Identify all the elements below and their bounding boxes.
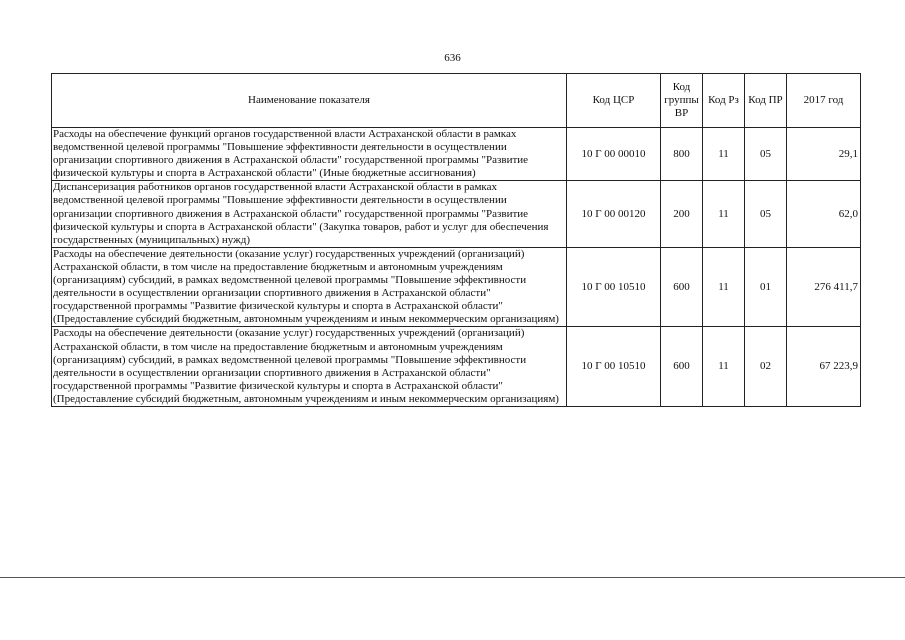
row-rz: 11 <box>703 247 745 327</box>
header-pr: Код ПР <box>745 74 787 128</box>
row-vr: 800 <box>661 128 703 181</box>
row-csr: 10 Г 00 10510 <box>567 247 661 327</box>
row-rz: 11 <box>703 181 745 247</box>
table-header-row <box>52 74 861 128</box>
row-name: Расходы на обеспечение функций органов государственной власти Астраханской области в рамках ведомственной целевой программы "Повышение эффективности деятельности в осуществлении организации спортивного движения в Астраханской области" государственной программы "Развитие физической культуры и спорта в Астраханской области" (Иные бюджетные ассигнования) <box>52 128 567 181</box>
table-row <box>52 128 861 181</box>
page-number: 636 <box>444 52 461 64</box>
row-pr: 02 <box>745 327 787 407</box>
row-vr: 600 <box>661 327 703 407</box>
row-pr: 05 <box>745 128 787 181</box>
row-amount: 276 411,7 <box>787 247 861 327</box>
table-row <box>52 247 861 327</box>
header-vr: Код группы ВР <box>661 74 703 128</box>
header-name: Наименование показателя <box>52 74 567 128</box>
header-rz: Код Рз <box>703 74 745 128</box>
row-amount: 67 223,9 <box>787 327 861 407</box>
row-csr: 10 Г 00 00120 <box>567 181 661 247</box>
page-bottom-rule <box>0 577 905 578</box>
table-row <box>52 181 861 247</box>
row-rz: 11 <box>703 128 745 181</box>
header-csr: Код ЦСР <box>567 74 661 128</box>
row-name: Расходы на обеспечение деятельности (оказание услуг) государственных учреждений (организаций) Астраханской области, в том числе на предоставление бюджетным и автономным учреждениям (организациям) субсидий, в рамках ведомственной целевой программы "Повышение эффективности деятельности в осуществлении организации спортивного движения в Астраханской области" государственной программы "Развитие физической культуры и спорта в Астраханской области" (Предоставление субсидий бюджетным, автономным учреждениям и иным некоммерческим организациям) <box>52 327 567 407</box>
row-name: Диспансеризация работников органов государственной власти Астраханской области в рамках ведомственной целевой программы "Повышение эффективности деятельности в осуществлении организации спортивного движения в Астраханской области" государственной программы "Развитие физической культуры и спорта в Астраханской области" (Закупка товаров, работ и услуг для обеспечения государственных (муниципальных) нужд) <box>52 181 567 247</box>
row-vr: 200 <box>661 181 703 247</box>
row-amount: 62,0 <box>787 181 861 247</box>
table-row <box>52 327 861 407</box>
row-name: Расходы на обеспечение деятельности (оказание услуг) государственных учреждений (организаций) Астраханской области, в том числе на предоставление бюджетным и автономным учреждениям (организациям) субсидий, в рамках ведомственной целевой программы "Повышение эффективности деятельности в осуществлении организации спортивного движения в Астраханской области" государственной программы "Развитие физической культуры и спорта в Астраханской области" (Предоставление субсидий бюджетным, автономным учреждениям и иным некоммерческим организациям) <box>52 247 567 327</box>
row-vr: 600 <box>661 247 703 327</box>
budget-table <box>51 73 861 407</box>
row-amount: 29,1 <box>787 128 861 181</box>
header-year: 2017 год <box>787 74 861 128</box>
row-csr: 10 Г 00 00010 <box>567 128 661 181</box>
row-rz: 11 <box>703 327 745 407</box>
row-csr: 10 Г 00 10510 <box>567 327 661 407</box>
row-pr: 05 <box>745 181 787 247</box>
row-pr: 01 <box>745 247 787 327</box>
